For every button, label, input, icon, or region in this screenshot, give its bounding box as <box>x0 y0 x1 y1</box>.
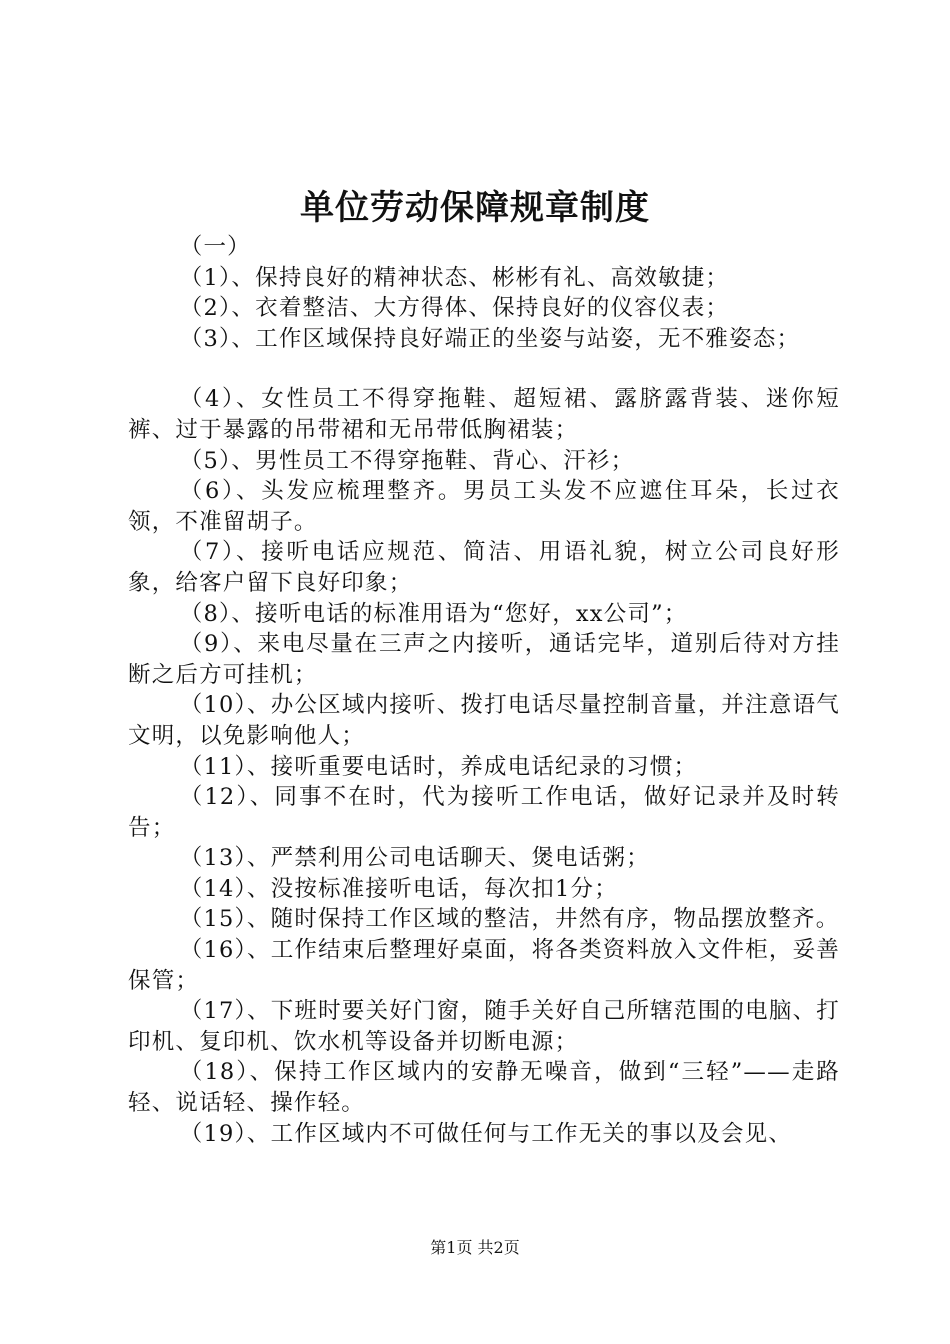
section-heading: （一） <box>179 234 251 260</box>
rule-item: （1）、保持良好的精神状态、彬彬有礼、高效敏捷； <box>179 264 730 291</box>
rule-item: （8）、接听电话的标准用语为“您好，xx公司”； <box>179 600 688 627</box>
rule-item: （14）、没按标准接听电话，每次扣1分； <box>179 875 618 902</box>
rule-item: （7）、接听电话应规范、简洁、用语礼貌，树立公司良好形象，给客户留下良好印象； <box>128 539 840 596</box>
rule-item: （17）、下班时要关好门窗，随手关好自己所辖范围的电脑、打印机、复印机、饮水机等设备并切断电源； <box>128 998 840 1055</box>
document-title: 单位劳动保障规章制度 <box>300 188 650 228</box>
rule-item: （4）、女性员工不得穿拖鞋、超短裙、露脐露背装、迷你短裤、过于暴露的吊带裙和无吊带低胸裙装； <box>128 386 840 443</box>
page-footer: 第1页 共2页 <box>430 1238 520 1257</box>
rule-item: （2）、衣着整洁、大方得体、保持良好的仪容仪表； <box>179 295 730 322</box>
rule-item: （19）、工作区域内不可做任何与工作无关的事以及会见、 <box>179 1120 793 1147</box>
rule-item: （10）、办公区域内接听、拨打电话尽量控制音量，并注意语气文明，以免影响他人； <box>128 692 840 749</box>
rule-item: （3）、工作区域保持良好端正的坐姿与站姿，无不雅姿态； <box>179 325 801 352</box>
rule-item: （6）、头发应梳理整齐。男员工头发不应遮住耳朵，长过衣领，不准留胡子。 <box>128 478 840 535</box>
rule-item: （13）、严禁利用公司电话聊天、煲电话粥； <box>179 845 650 872</box>
document-body <box>128 232 840 1149</box>
rule-item: （15）、随时保持工作区域的整洁，井然有序，物品摆放整齐。 <box>179 906 840 933</box>
rule-item: （5）、男性员工不得穿拖鞋、背心、汗衫； <box>179 447 635 474</box>
rule-item: （12）、同事不在时，代为接听工作电话，做好记录并及时转告； <box>128 784 840 841</box>
rule-item: （11）、接听重要电话时，养成电话纪录的习惯； <box>179 753 698 780</box>
rule-item: （16）、工作结束后整理好桌面，将各类资料放入文件柜，妥善保管； <box>128 937 840 994</box>
rule-item: （9）、来电尽量在三声之内接听，通话完毕，道别后待对方挂断之后方可挂机； <box>128 631 840 688</box>
rule-item: （18）、保持工作区域内的安静无噪音，做到“三轻”——走路轻、说话轻、操作轻。 <box>128 1059 840 1117</box>
